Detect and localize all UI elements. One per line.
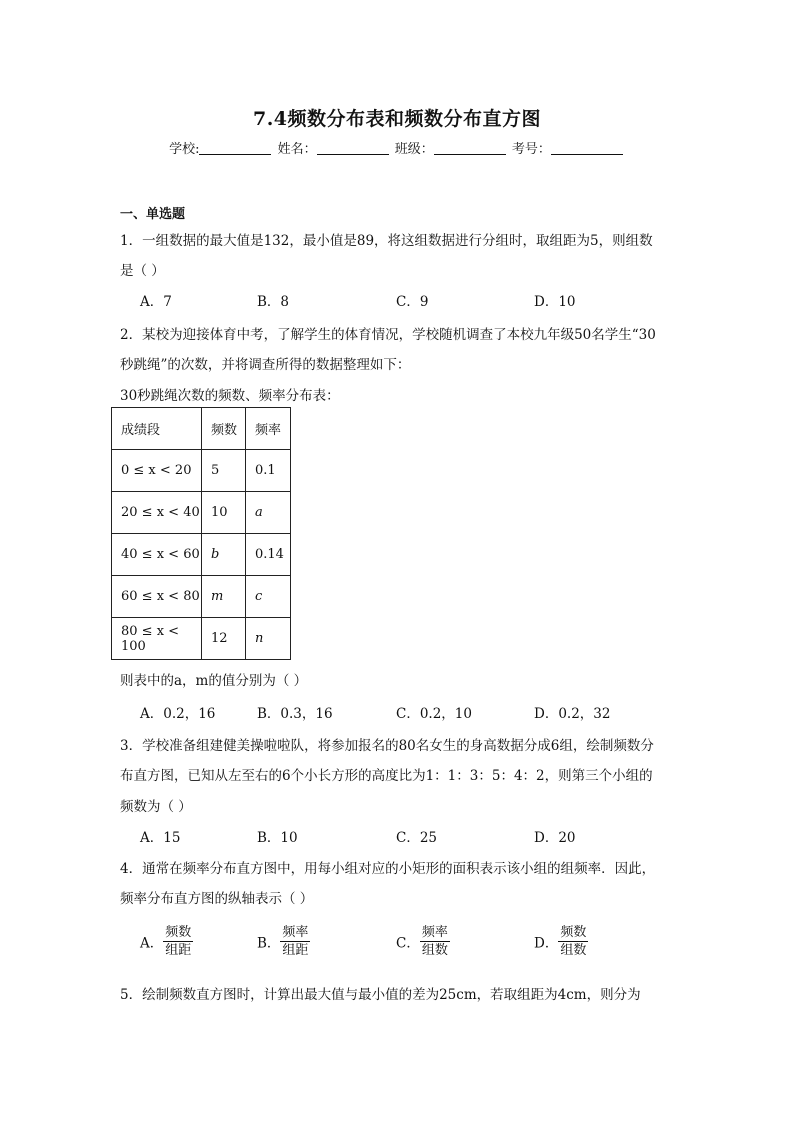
- q3-line2: 布直方图，已知从左至右的6个小长方形的高度比为1：1：3：5：4：2，则第三个小组的: [120, 768, 653, 784]
- q2-line3: 30秒跳绳次数的频数、频率分布表：: [120, 388, 340, 404]
- fraction: [280, 924, 310, 959]
- school-blank[interactable]: [199, 142, 271, 155]
- q1-line1: 1．一组数据的最大值是132，最小值是89，将这组数据进行分组时，取组距为5，则组数: [120, 233, 653, 249]
- table-header-cell: 频率: [246, 408, 291, 450]
- q2-line2: 秒跳绳”的次数，并将调查所得的数据整理如下：: [120, 357, 411, 373]
- name-label: 姓名：: [277, 142, 317, 157]
- q4-option-c[interactable]: [396, 924, 450, 959]
- q1-option-c[interactable]: C．9: [396, 294, 429, 310]
- table-cell-rate: 0.1: [246, 450, 291, 492]
- exam-no-blank[interactable]: [551, 142, 623, 155]
- exam-no-label: 考号：: [511, 142, 551, 157]
- name-blank[interactable]: [317, 142, 389, 155]
- q3-line1: 3．学校准备组建健美操啦啦队，将参加报名的80名女生的身高数据分成6组，绘制频数分: [120, 738, 654, 754]
- q3-option-c[interactable]: C．25: [396, 830, 438, 846]
- table-header-cell: 频数: [202, 408, 246, 450]
- q2-line1: 2．某校为迎接体育中考，了解学生的体育情况，学校随机调查了本校九年级50名学生“30: [120, 327, 656, 343]
- fraction-numerator: 频率: [282, 925, 309, 940]
- class-blank[interactable]: [434, 142, 506, 155]
- table-row: [112, 492, 291, 534]
- table-header-row: [112, 408, 291, 450]
- table-cell-range: 60 ≤ x < 80: [112, 576, 202, 618]
- table-row: [112, 534, 291, 576]
- fraction-numerator: 频率: [421, 925, 448, 940]
- q1-option-a[interactable]: A．7: [140, 294, 172, 310]
- q4-line1: 4．通常在频率分布直方图中，用每小组对应的小矩形的面积表示该小组的组频率．因此，: [120, 861, 656, 877]
- fraction-denominator: 组距: [282, 943, 309, 958]
- fraction-denominator: 组数: [560, 943, 587, 958]
- table-cell-frequency: 5: [202, 450, 246, 492]
- table-row: [112, 576, 291, 618]
- q1-option-b[interactable]: B．8: [257, 294, 290, 310]
- fraction-numerator: 频数: [165, 925, 192, 940]
- q3-option-b[interactable]: B．10: [257, 830, 298, 846]
- q4-option-a[interactable]: [140, 924, 193, 959]
- fraction: [163, 924, 193, 959]
- table-row: [112, 618, 291, 660]
- table-cell-rate: a: [246, 492, 291, 534]
- q1-line2: 是（ ）: [120, 263, 165, 279]
- fraction-denominator: 组距: [165, 943, 192, 958]
- q2-option-d[interactable]: D．0.2，32: [534, 706, 611, 722]
- table-row: [112, 450, 291, 492]
- table-cell-frequency: 10: [202, 492, 246, 534]
- q3-option-d[interactable]: D．20: [534, 830, 576, 846]
- table-cell-range: 0 ≤ x < 20: [112, 450, 202, 492]
- q2-option-a[interactable]: A．0.2，16: [140, 706, 216, 722]
- page-title: 7.4频数分布表和频数分布直方图: [252, 108, 542, 130]
- table-cell-rate: 0.14: [246, 534, 291, 576]
- table-cell-rate: n: [246, 618, 291, 660]
- fraction: [558, 924, 588, 959]
- q4-option-a-label: A．: [140, 935, 164, 952]
- school-label: 学校:: [169, 142, 200, 157]
- q4-option-d-label: D．: [534, 935, 559, 952]
- table-cell-frequency: 12: [202, 618, 246, 660]
- q2-line4: 则表中的a，m的值分别为（ ）: [120, 673, 308, 689]
- class-label: 班级：: [394, 142, 434, 157]
- q1-option-d[interactable]: D．10: [534, 294, 576, 310]
- fraction-denominator: 组数: [421, 943, 448, 958]
- table-cell-range: 40 ≤ x < 60: [112, 534, 202, 576]
- table-cell-frequency: m: [202, 576, 246, 618]
- fraction-numerator: 频数: [560, 925, 587, 940]
- q5-line1: 5．绘制频数直方图时，计算出最大值与最小值的差为25cm，若取组距为4cm，则分为: [120, 987, 641, 1003]
- q2-option-c[interactable]: C．0.2，10: [396, 706, 472, 722]
- q4-option-b-label: B．: [257, 935, 281, 952]
- section-title: 一、单选题: [120, 207, 186, 222]
- student-info-line: [0, 138, 794, 157]
- q4-option-c-label: C．: [396, 935, 420, 952]
- q4-option-d[interactable]: [534, 924, 588, 959]
- table-cell-frequency: b: [202, 534, 246, 576]
- q3-option-a[interactable]: A．15: [140, 830, 181, 846]
- table-header-cell: 成绩段: [112, 408, 202, 450]
- q3-line3: 频数为（ ）: [120, 799, 192, 815]
- frequency-table: [111, 407, 291, 660]
- q4-option-b[interactable]: [257, 924, 310, 959]
- q4-line2: 频率分布直方图的纵轴表示（ ）: [120, 891, 314, 907]
- fraction: [420, 924, 450, 959]
- table-cell-range: 80 ≤ x < 100: [112, 618, 202, 660]
- table-cell-range: 20 ≤ x < 40: [112, 492, 202, 534]
- table-cell-rate: c: [246, 576, 291, 618]
- q2-option-b[interactable]: B．0.3，16: [257, 706, 333, 722]
